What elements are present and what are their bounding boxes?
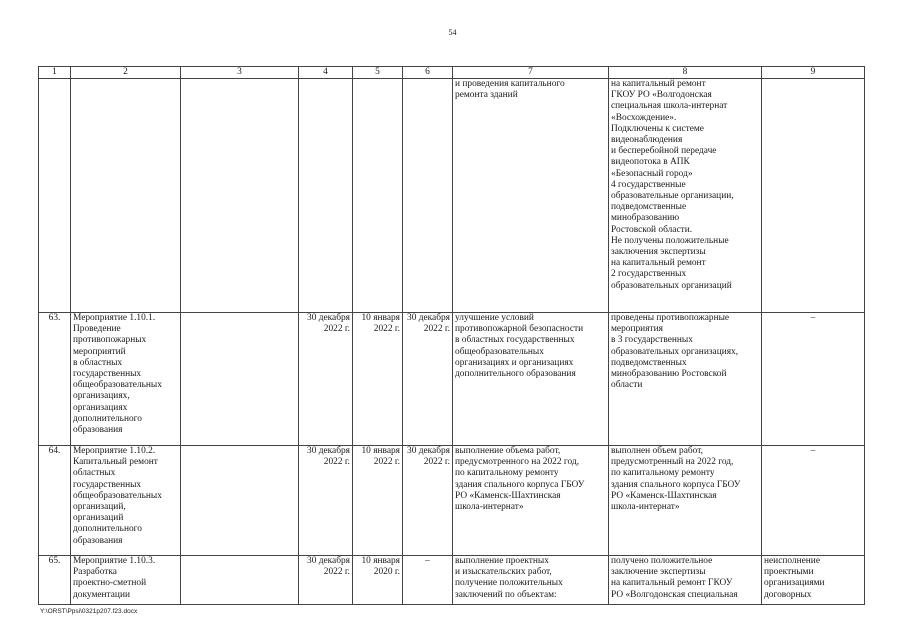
responsible-cell (181, 313, 299, 446)
measure-name: Мероприятие 1.10.1. Проведение противопожарных мероприятий в областных государственных общеобразовательных организациях, организациях дополнительного образования (71, 313, 181, 446)
expected-result: выполнение объема работ, предусмотренного на 2022 год, по капитальному ремонту здания спального корпуса ГБОУ РО «Каменск-Шахтинская школа-интернат» (453, 446, 609, 556)
row-number: 65. (39, 556, 71, 605)
table-row (39, 313, 865, 446)
responsible-cell (181, 79, 299, 313)
responsible-cell (181, 446, 299, 556)
date-start: 30 декабря 2022 г. (299, 313, 353, 446)
date-actual (403, 79, 453, 313)
date-actual: 30 декабря 2022 г. (403, 313, 453, 446)
row-number: 63. (39, 313, 71, 446)
header-cell: 8 (609, 67, 762, 79)
date-due: 10 января 2022 г. (353, 313, 403, 446)
reason-cell: – (762, 446, 865, 556)
date-due: 10 января 2020 г. (353, 556, 403, 605)
measure-name: Мероприятие 1.10.2. Капитальный ремонт областных государственных общеобразовательных организаций, организаций дополнительного образования (71, 446, 181, 556)
header-cell: 2 (71, 67, 181, 79)
actual-result: получено положительное заключение экспертизы на капитальный ремонт ГКОУ РО «Волгодонская специальная (609, 556, 762, 605)
actual-result: выполнен объем работ, предусмотренный на 2022 год, по капитальному ремонту здания спального корпуса ГБОУ РО «Каменск-Шахтинская школа-интернат» (609, 446, 762, 556)
header-cell: 4 (299, 67, 353, 79)
date-due: 10 января 2022 г. (353, 446, 403, 556)
date-actual: – (403, 556, 453, 605)
reason-cell (762, 79, 865, 313)
date-due (353, 79, 403, 313)
header-cell: 9 (762, 67, 865, 79)
table-header-row (39, 67, 865, 79)
actual-result: проведены противопожарные мероприятия в 3 государственных образовательных организациях, подведомственных минобразованию Ростовской области (609, 313, 762, 446)
document-table (38, 66, 865, 605)
reason-cell: неисполнение проектными организациями договорных (762, 556, 865, 605)
page-number: 54 (448, 28, 457, 37)
header-cell: 5 (353, 67, 403, 79)
responsible-cell (181, 556, 299, 605)
table-row (39, 556, 865, 605)
file-path-footer: Y:\ORST\Ppsi\0321p207.f23.docx (40, 608, 138, 615)
actual-result: на капитальный ремонт ГКОУ РО «Волгодонская специальная школа-интернат «Восхождение». Подключены к системе видеонаблюдения и бесперебойной передаче видеопотока в АПК «Безопасный город» 4 государственные образовательные организации, подведомственные минобразованию Ростовской области. Не получены положительные заключения экспертизы на капитальный ремонт 2 государственных образовательных организаций (609, 79, 762, 313)
date-actual: 30 декабря 2022 г. (403, 446, 453, 556)
measure-name: Мероприятие 1.10.3. Разработка проектно-сметной документации (71, 556, 181, 605)
header-cell: 1 (39, 67, 71, 79)
header-cell: 7 (453, 67, 609, 79)
date-start: 30 декабря 2022 г. (299, 556, 353, 605)
measure-name (71, 79, 181, 313)
table-row (39, 446, 865, 556)
row-number (39, 79, 71, 313)
date-start (299, 79, 353, 313)
expected-result: выполнение проектных и изыскательских работ, получение положительных заключений по объектам: (453, 556, 609, 605)
header-cell: 3 (181, 67, 299, 79)
reason-cell: – (762, 313, 865, 446)
header-cell: 6 (403, 67, 453, 79)
expected-result: улучшение условий противопожарной безопасности в областных государственных общеобразовательных организациях и организациях дополнительного образования (453, 313, 609, 446)
row-number: 64. (39, 446, 71, 556)
table-row (39, 79, 865, 313)
expected-result: и проведения капитального ремонта зданий (453, 79, 609, 313)
date-start: 30 декабря 2022 г. (299, 446, 353, 556)
